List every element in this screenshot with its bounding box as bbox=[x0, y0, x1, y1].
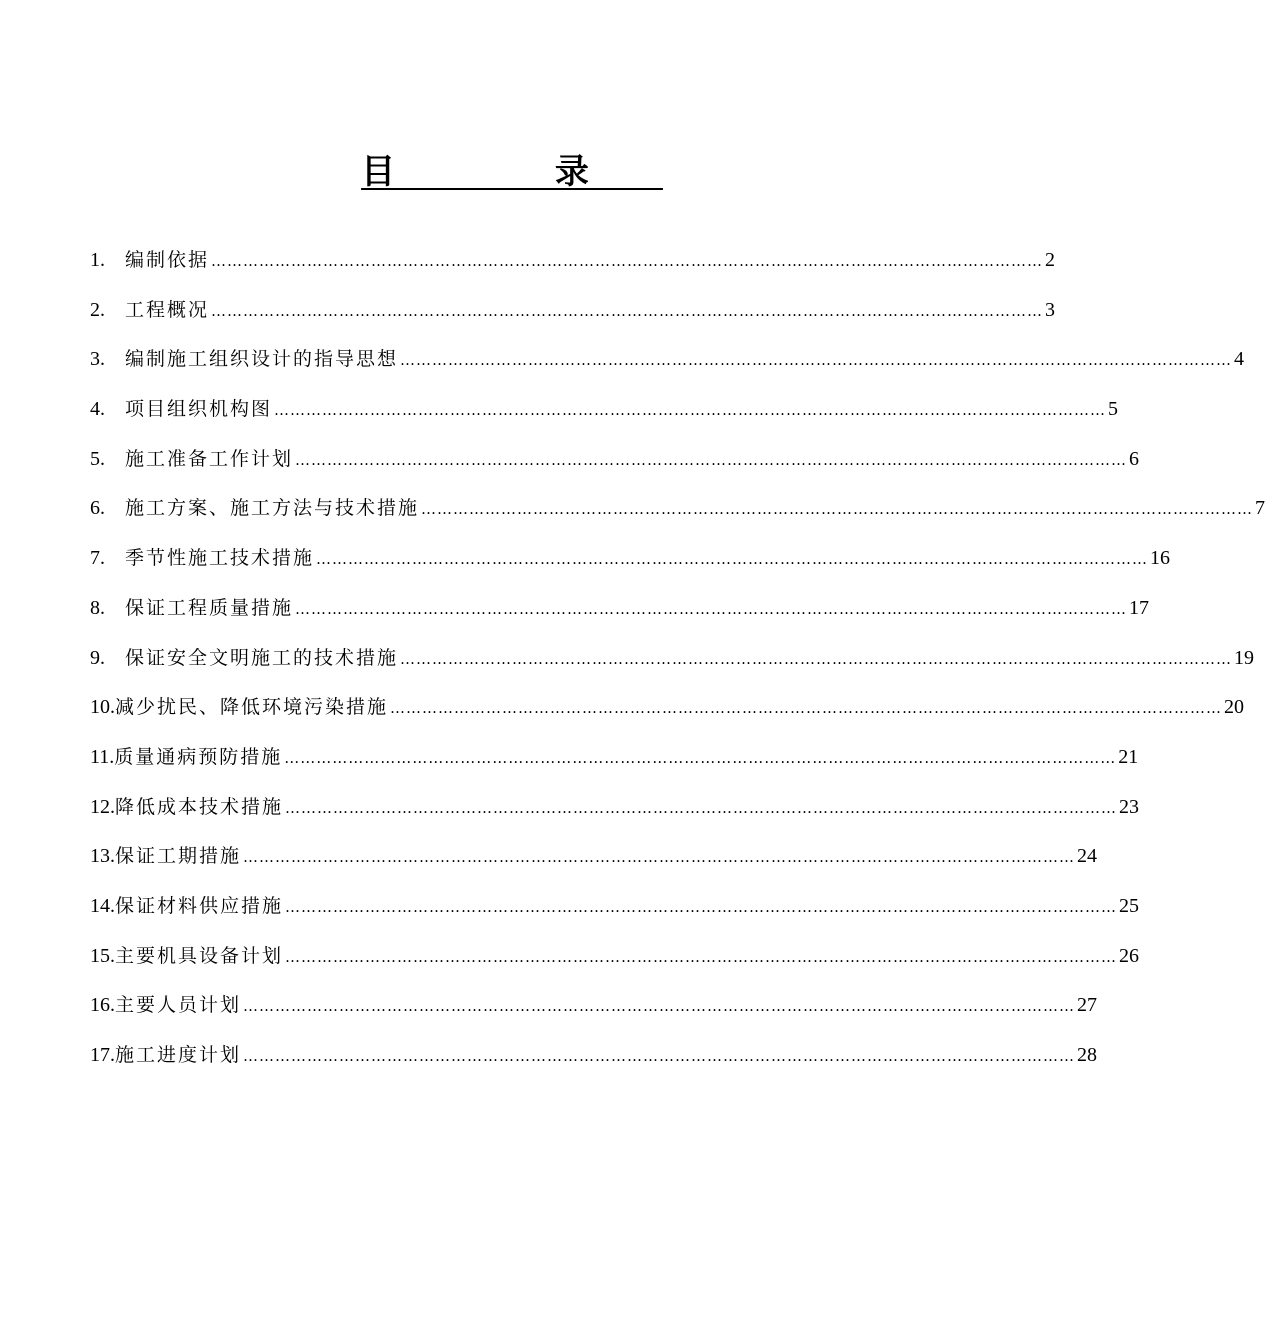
toc-entry[interactable] bbox=[90, 290, 1056, 340]
toc-entry-number: 5. bbox=[90, 447, 105, 470]
toc-entry-number: 11. bbox=[90, 745, 115, 768]
toc-entry[interactable] bbox=[90, 538, 1171, 588]
toc-entry-page-number: 6 bbox=[1129, 447, 1140, 470]
toc-dot-leader: ………………………………………………………………………………………………………………………………………… bbox=[284, 748, 1117, 767]
toc-dot-leader: ………………………………………………………………………………………………………………………………………… bbox=[390, 699, 1223, 718]
toc-entry[interactable] bbox=[90, 339, 1245, 389]
toc-entry-page-number: 17 bbox=[1129, 596, 1150, 619]
toc-entry-title: 施工方案、施工方法与技术措施 bbox=[125, 497, 420, 520]
toc-entry-page-number: 3 bbox=[1045, 298, 1056, 321]
toc-entry[interactable] bbox=[90, 985, 1098, 1035]
toc-entry[interactable] bbox=[90, 389, 1119, 439]
toc-entry-page-number: 19 bbox=[1234, 646, 1255, 669]
toc-dot-leader: ………………………………………………………………………………………………………………………………………… bbox=[295, 450, 1128, 469]
toc-entry[interactable] bbox=[90, 588, 1150, 638]
toc-entry[interactable] bbox=[90, 439, 1140, 489]
toc-entry-number: 16. bbox=[90, 994, 115, 1017]
toc-entry-number: 6. bbox=[90, 497, 105, 520]
toc-entry-title: 工程概况 bbox=[125, 298, 210, 321]
toc-entry-title: 编制施工组织设计的指导思想 bbox=[125, 348, 399, 371]
toc-dot-leader: ………………………………………………………………………………………………………………………………………… bbox=[243, 1047, 1076, 1065]
toc-dot-leader: ………………………………………………………………………………………………………………………………………… bbox=[243, 848, 1076, 867]
toc-entry-number: 13. bbox=[90, 845, 115, 868]
toc-entry[interactable] bbox=[90, 787, 1140, 837]
toc-entry-number: 2. bbox=[90, 298, 105, 321]
toc-entry-title: 保证安全文明施工的技术措施 bbox=[125, 646, 399, 669]
toc-entry[interactable] bbox=[90, 1035, 1098, 1085]
toc-entry[interactable] bbox=[90, 638, 1255, 688]
toc-entry-page-number: 25 bbox=[1119, 894, 1140, 917]
toc-entry-title: 主要人员计划 bbox=[115, 994, 242, 1017]
toc-entry-page-number: 26 bbox=[1119, 944, 1140, 967]
toc-entry-title: 减少扰民、降低环境污染措施 bbox=[115, 696, 389, 719]
toc-dot-leader: ………………………………………………………………………………………………………………………………………… bbox=[421, 500, 1254, 519]
toc-entry-page-number: 5 bbox=[1108, 398, 1119, 421]
toc-entry-page-number: 23 bbox=[1119, 795, 1140, 818]
toc-entry-number: 14. bbox=[90, 894, 115, 917]
toc-entry-page-number: 20 bbox=[1224, 696, 1245, 719]
toc-entry-title: 项目组织机构图 bbox=[125, 398, 273, 421]
toc-entry[interactable] bbox=[90, 488, 1265, 538]
toc-dot-leader: ………………………………………………………………………………………………………………………………………… bbox=[243, 997, 1076, 1016]
toc-entry-title: 施工进度计划 bbox=[115, 1044, 242, 1066]
toc-entry-title: 保证材料供应措施 bbox=[115, 894, 284, 917]
toc-entry-number: 7. bbox=[90, 547, 105, 570]
toc-entry[interactable] bbox=[90, 687, 1245, 737]
toc-entry[interactable] bbox=[90, 836, 1098, 886]
toc-entry-title: 保证工期措施 bbox=[115, 845, 242, 868]
toc-entry-page-number: 4 bbox=[1234, 348, 1245, 371]
toc-dot-leader: ………………………………………………………………………………………………………………………………………… bbox=[211, 301, 1044, 320]
toc-entry-number: 3. bbox=[90, 348, 105, 371]
page-title-text: 目 录 bbox=[361, 152, 663, 192]
toc-entry[interactable] bbox=[90, 886, 1140, 936]
toc-entry-number: 15. bbox=[90, 944, 115, 967]
toc-entry-page-number: 28 bbox=[1077, 1044, 1098, 1066]
toc-entry-title: 降低成本技术措施 bbox=[115, 795, 284, 818]
toc-dot-leader: ………………………………………………………………………………………………………………………………………… bbox=[285, 798, 1118, 817]
page-title bbox=[0, 148, 950, 196]
toc-dot-leader: ………………………………………………………………………………………………………………………………………… bbox=[400, 351, 1233, 370]
toc-entry-title: 施工准备工作计划 bbox=[125, 447, 294, 470]
table-of-contents bbox=[90, 240, 1265, 1085]
toc-entry-title: 主要机具设备计划 bbox=[115, 944, 284, 967]
toc-entry-number: 4. bbox=[90, 398, 105, 421]
toc-dot-leader: ………………………………………………………………………………………………………………………………………… bbox=[274, 401, 1107, 420]
toc-entry-number: 1. bbox=[90, 249, 105, 271]
toc-entry-number: 10. bbox=[90, 696, 115, 719]
toc-entry-page-number: 21 bbox=[1118, 745, 1139, 768]
toc-dot-leader: ………………………………………………………………………………………………………………………………………… bbox=[285, 947, 1118, 966]
toc-entry[interactable] bbox=[90, 737, 1139, 787]
toc-entry-page-number: 16 bbox=[1150, 547, 1171, 570]
toc-entry-page-number: 2 bbox=[1045, 249, 1056, 271]
toc-entry[interactable] bbox=[90, 936, 1140, 986]
toc-entry-number: 12. bbox=[90, 795, 115, 818]
toc-dot-leader: ………………………………………………………………………………………………………………………………………… bbox=[211, 252, 1044, 270]
toc-entry-page-number: 24 bbox=[1077, 845, 1098, 868]
toc-dot-leader: ………………………………………………………………………………………………………………………………………… bbox=[400, 649, 1233, 668]
toc-dot-leader: ………………………………………………………………………………………………………………………………………… bbox=[316, 550, 1149, 569]
toc-entry-number: 8. bbox=[90, 596, 105, 619]
toc-entry-title: 编制依据 bbox=[125, 249, 210, 271]
toc-entry-title: 保证工程质量措施 bbox=[125, 596, 294, 619]
toc-entry[interactable] bbox=[90, 240, 1056, 290]
toc-entry-page-number: 7 bbox=[1255, 497, 1265, 520]
toc-dot-leader: ………………………………………………………………………………………………………………………………………… bbox=[295, 599, 1128, 618]
toc-entry-number: 9. bbox=[90, 646, 105, 669]
toc-entry-number: 17. bbox=[90, 1044, 115, 1066]
toc-dot-leader: ………………………………………………………………………………………………………………………………………… bbox=[285, 897, 1118, 916]
toc-entry-title: 季节性施工技术措施 bbox=[125, 547, 315, 570]
toc-entry-page-number: 27 bbox=[1077, 994, 1098, 1017]
toc-entry-title: 质量通病预防措施 bbox=[114, 745, 283, 768]
